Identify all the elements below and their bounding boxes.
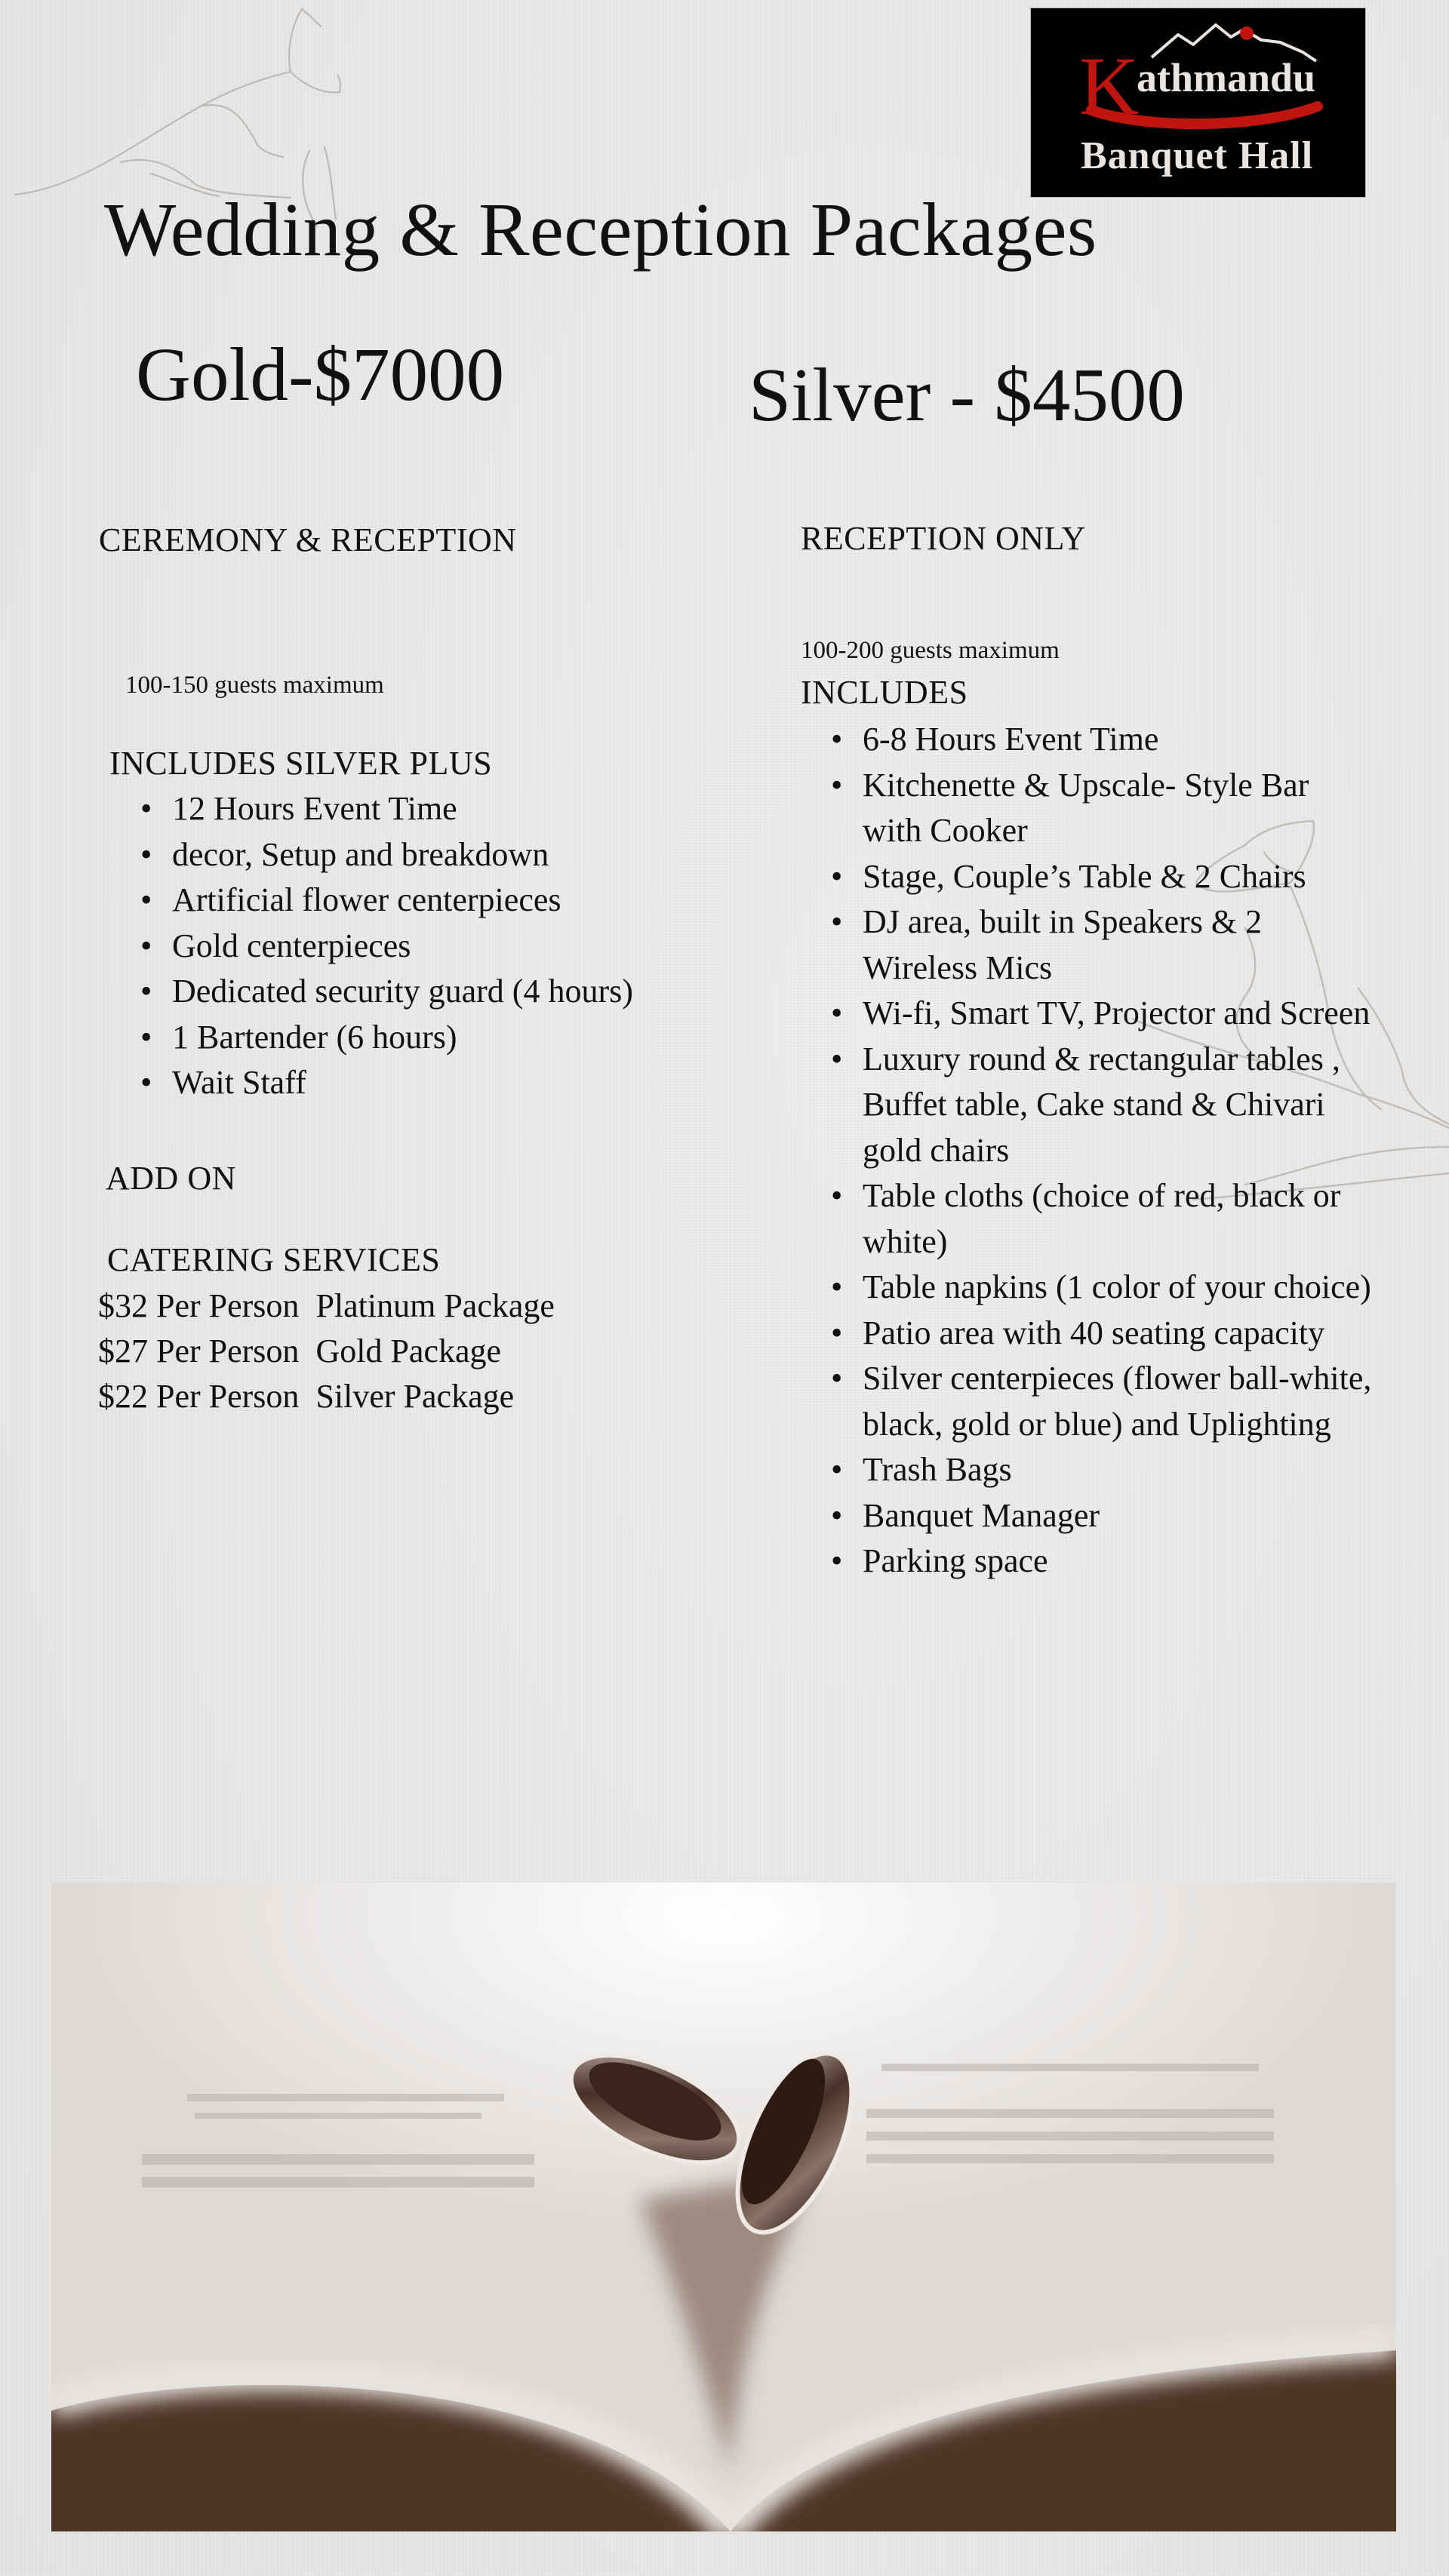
list-item: • Table napkins (1 color of your choice)	[802, 1265, 1376, 1311]
gold-includes-heading: INCLUDES SILVER PLUS	[109, 745, 493, 782]
list-item: • DJ area, built in Speakers & 2 Wireless Mics	[802, 899, 1376, 991]
list-item: • 12 Hours Event Time	[112, 786, 791, 832]
catering-package: Gold Package	[315, 1333, 502, 1369]
list-item: • 1 Bartender (6 hours)	[112, 1015, 791, 1061]
catering-package: Platinum Package	[315, 1287, 555, 1324]
list-item: • Kitchenette & Upscale- Style Bar with Cooker	[802, 763, 1376, 854]
list-item: • Trash Bags	[802, 1447, 1376, 1493]
catering-price: $22 Per Person	[98, 1378, 300, 1415]
gold-includes-list	[112, 786, 791, 1106]
gold-guest-capacity: 100-150 guests maximum	[125, 672, 384, 699]
catering-package: Silver Package	[315, 1378, 515, 1415]
list-item: • Table cloths (choice of red, black or white)	[802, 1173, 1376, 1265]
catering-row	[98, 1283, 555, 1329]
list-item: • Stage, Couple’s Table & 2 Chairs	[802, 854, 1376, 900]
wedding-rings-photo	[51, 1883, 1396, 2531]
list-item: • Dedicated security guard (4 hours)	[112, 969, 791, 1015]
logo-mountain-icon	[1031, 8, 1365, 197]
silver-package-heading: Silver - $4500	[749, 352, 1185, 437]
catering-price-list	[98, 1283, 555, 1419]
list-item: • Wait Staff	[112, 1060, 791, 1106]
list-item: • Luxury round & rectangular tables , Buffet table, Cake stand & Chivari gold chairs	[802, 1037, 1376, 1174]
catering-row	[98, 1374, 555, 1419]
add-on-heading: ADD ON	[106, 1160, 236, 1197]
kathmandu-banquet-hall-logo	[1030, 8, 1366, 198]
gold-package-type: CEREMONY & RECEPTION	[99, 521, 517, 558]
silver-includes-heading: INCLUDES	[801, 674, 968, 711]
list-item: • Gold centerpieces	[112, 924, 791, 970]
page-title: Wedding & Reception Packages	[104, 187, 1097, 272]
silver-includes-list	[802, 717, 1376, 1585]
list-item: • Artificial flower centerpieces	[112, 878, 791, 924]
list-item: • 6-8 Hours Event Time	[802, 717, 1376, 763]
list-item: • Patio area with 40 seating capacity	[802, 1311, 1376, 1357]
list-item: • Parking space	[802, 1539, 1376, 1585]
list-item: • Silver centerpieces (flower ball-white, black, gold or blue) and Uplighting	[802, 1356, 1376, 1447]
list-item: • decor, Setup and breakdown	[112, 832, 791, 878]
wedding-rings-image	[51, 1883, 1396, 2531]
logo-line2: Banquet Hall	[1081, 134, 1314, 177]
svg-text:K: K	[1079, 40, 1140, 132]
catering-row	[98, 1329, 555, 1374]
list-item: • Banquet Manager	[802, 1493, 1376, 1539]
silver-package-type: RECEPTION ONLY	[801, 520, 1086, 557]
logo-line1: athmandu	[1137, 55, 1316, 100]
catering-services-heading: CATERING SERVICES	[107, 1241, 441, 1278]
catering-price: $32 Per Person	[98, 1287, 300, 1324]
list-item: • Wi-fi, Smart TV, Projector and Screen	[802, 991, 1376, 1037]
silver-guest-capacity: 100-200 guests maximum	[801, 637, 1060, 664]
catering-price: $27 Per Person	[98, 1333, 300, 1369]
gold-package-heading: Gold-$7000	[136, 332, 505, 417]
